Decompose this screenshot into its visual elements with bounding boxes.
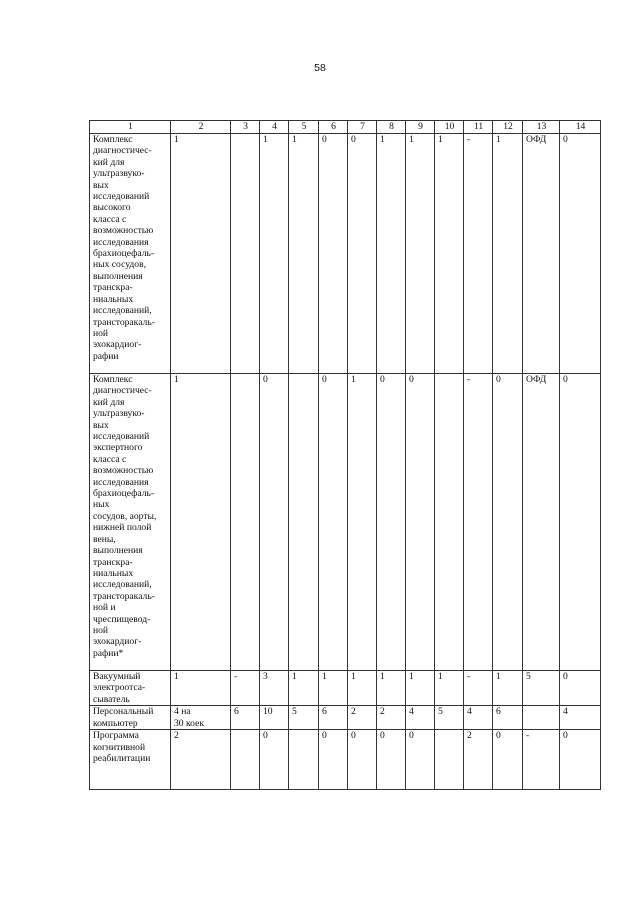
column-header: 4	[260, 121, 289, 134]
table-cell: ОФД	[523, 134, 560, 374]
table-cell	[435, 374, 464, 671]
column-header: 7	[348, 121, 377, 134]
table-cell: 2	[171, 730, 231, 790]
table-cell: 0	[319, 374, 348, 671]
table-cell: 1	[289, 671, 319, 706]
table-cell: 1	[406, 134, 435, 374]
table-cell	[231, 374, 260, 671]
column-header: 10	[435, 121, 464, 134]
table-cell: 6	[231, 706, 260, 730]
table-cell: 0	[348, 730, 377, 790]
table-cell: 1	[289, 134, 319, 374]
table-row	[90, 706, 601, 730]
column-header: 5	[289, 121, 319, 134]
table-cell: 4 на 30 коек	[171, 706, 231, 730]
table-cell: 1	[260, 134, 289, 374]
table-row	[90, 134, 601, 374]
table-cell: 0	[560, 134, 601, 374]
table-cell: 1	[319, 671, 348, 706]
table-cell: 0	[260, 730, 289, 790]
column-header: 6	[319, 121, 348, 134]
table-cell: 0	[560, 671, 601, 706]
equipment-name-cell: Вакуумный электроотса- сыватель	[90, 671, 171, 706]
table-cell: 5	[289, 706, 319, 730]
table-cell: 1	[435, 134, 464, 374]
table-cell: 1	[493, 671, 523, 706]
table-cell	[435, 730, 464, 790]
equipment-table	[89, 120, 601, 790]
table-cell: 0	[377, 374, 406, 671]
column-header: 14	[560, 121, 601, 134]
column-header: 12	[493, 121, 523, 134]
table-cell: -	[231, 671, 260, 706]
table-cell: 1	[377, 671, 406, 706]
table-cell: -	[464, 134, 493, 374]
table-cell: 4	[406, 706, 435, 730]
table-cell	[231, 134, 260, 374]
table-cell: 2	[348, 706, 377, 730]
table-cell: 1	[171, 374, 231, 671]
table-row	[90, 374, 601, 671]
column-header: 3	[231, 121, 260, 134]
column-header: 8	[377, 121, 406, 134]
table-cell: -	[523, 730, 560, 790]
table-cell: -	[464, 671, 493, 706]
header-row	[90, 121, 601, 134]
table-cell: 0	[493, 374, 523, 671]
table-cell: 1	[171, 134, 231, 374]
table-cell	[289, 730, 319, 790]
equipment-name-cell: Персональный компьютер	[90, 706, 171, 730]
table-cell: 2	[377, 706, 406, 730]
equipment-name-cell: Комплекс диагностичес- кий для ультразвуко- вых исследований высокого класса с возможностью исследования брахиоцефаль- ных сосудов, выполнения транскра- ниальных исследований, трансторакаль- ной эхокардиог- рафии	[90, 134, 171, 374]
table-cell: 6	[493, 706, 523, 730]
table-cell: 4	[560, 706, 601, 730]
table-cell: 2	[464, 730, 493, 790]
table-cell: 1	[406, 671, 435, 706]
table-cell: 0	[319, 730, 348, 790]
table-cell: 1	[348, 374, 377, 671]
table-cell: 5	[435, 706, 464, 730]
table-cell: 1	[493, 134, 523, 374]
table-cell: 10	[260, 706, 289, 730]
column-header: 1	[90, 121, 171, 134]
table-cell: 4	[464, 706, 493, 730]
equipment-name-cell: Комплекс диагностичес- кий для ультразвуко- вых исследований экспертного класса с возможностью исследования брахиоцефаль- ных сосудов, аорты, нижней полой вены, выполнения транскра- ниальных исследований, трансторакаль- ной и чреспищевод- ной эхокардиог- рафии*	[90, 374, 171, 671]
table-cell: 1	[171, 671, 231, 706]
table-cell: 1	[348, 671, 377, 706]
table-cell: 3	[260, 671, 289, 706]
table-cell: 0	[377, 730, 406, 790]
table-cell: -	[464, 374, 493, 671]
table-cell: 0	[493, 730, 523, 790]
table-cell: 0	[406, 374, 435, 671]
table-cell: 1	[377, 134, 406, 374]
equipment-name-cell: Программа когнитивной реабилитации	[90, 730, 171, 790]
table-cell: 0	[560, 730, 601, 790]
table-cell: 0	[560, 374, 601, 671]
column-header: 13	[523, 121, 560, 134]
table-cell: 5	[523, 671, 560, 706]
table-cell: 0	[406, 730, 435, 790]
table-cell: 0	[260, 374, 289, 671]
table-row	[90, 671, 601, 706]
table-row	[90, 730, 601, 790]
table-cell	[523, 706, 560, 730]
table-cell: 0	[319, 134, 348, 374]
page-number: 58	[314, 62, 326, 74]
table-cell	[289, 374, 319, 671]
column-header: 2	[171, 121, 231, 134]
column-header: 11	[464, 121, 493, 134]
table-cell	[231, 730, 260, 790]
table-cell: 0	[348, 134, 377, 374]
table-cell: 1	[435, 671, 464, 706]
table-cell: 6	[319, 706, 348, 730]
table-cell: ОФД	[523, 374, 560, 671]
column-header: 9	[406, 121, 435, 134]
